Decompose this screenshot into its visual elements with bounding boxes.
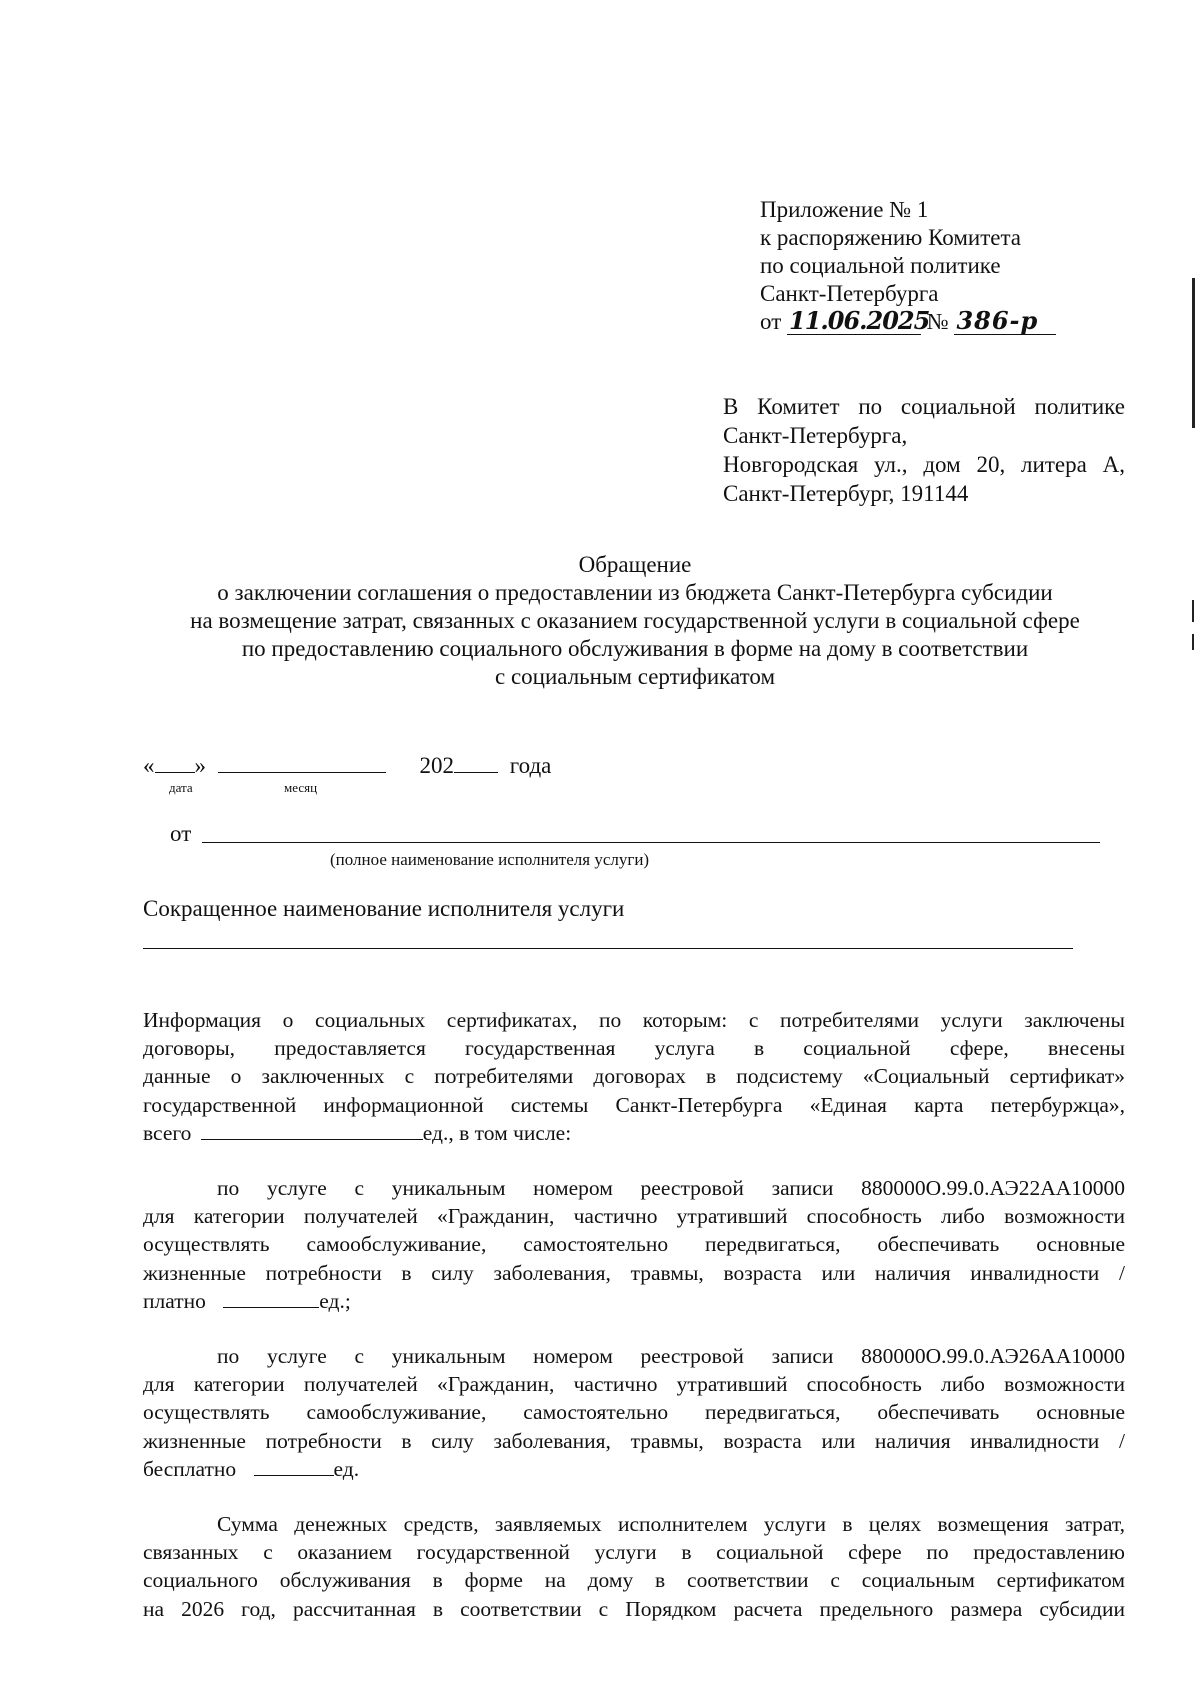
- service-2-free-blank[interactable]: [254, 1457, 334, 1476]
- service-1-paid-label: платно: [143, 1288, 206, 1313]
- service-1-line-1: по услуге с уникальным номером реестровой записи 880000О.99.0.АЭ22АА10000: [217, 1176, 1125, 1200]
- info-paragraph: [143, 1006, 1125, 1147]
- short-name-blank[interactable]: [143, 948, 1073, 949]
- service-2-line-1: по услуге с уникальным номером реестровой записи 880000О.99.0.АЭ26АА10000: [217, 1344, 1125, 1368]
- service-1-paid-blank[interactable]: [223, 1289, 319, 1308]
- title-line-4: с социальным сертификатом: [495, 664, 775, 689]
- appendix-line-1: Приложение № 1: [760, 197, 929, 222]
- address-line-4: Санкт-Петербург, 191144: [723, 481, 969, 506]
- appendix-number-label: №: [926, 309, 949, 334]
- appendix-line-4: Санкт-Петербурга: [760, 281, 939, 306]
- address-line-3: Новгородская ул., дом 20, литера А,: [723, 452, 1125, 477]
- service-2-line-5: [143, 1455, 1125, 1483]
- service-1-paid-suffix: ед.;: [319, 1288, 351, 1313]
- day-caption: дата: [169, 780, 193, 795]
- info-line-4: государственной информационной системы Санкт-Петербурга «Единая карта петербуржца»,: [143, 1092, 1125, 1117]
- address-line-1: В Комитет по социальной политике: [723, 394, 1125, 419]
- appendix-date-number-line: [760, 308, 1120, 336]
- scan-margin-mark: [1192, 634, 1194, 650]
- title-heading: Обращение: [578, 552, 692, 577]
- info-total-suffix: ед., в том числе:: [422, 1120, 572, 1145]
- service-2-free-suffix: ед.: [333, 1456, 360, 1481]
- addressee-block: [723, 392, 1125, 508]
- service-1-line-2: для категории получателей «Гражданин, частично утративший способность либо возможности: [143, 1204, 1125, 1229]
- year-suffix: года: [509, 753, 552, 778]
- info-line-5: [143, 1119, 1125, 1147]
- service-1-line-3: осуществлять самообслуживание, самостоятельно передвигаться, обеспечивать основные: [143, 1232, 1125, 1257]
- appendix-line-2: к распоряжению Комитета: [760, 225, 1021, 250]
- short-name-label: Сокращенное наименование исполнителя услуги: [143, 896, 625, 921]
- handwritten-date: 11.06.2025: [789, 306, 930, 335]
- day-blank[interactable]: [155, 752, 195, 773]
- sum-line-4: на 2026 год, рассчитанная в соответствии с Порядком расчета предельного размера субсидии: [143, 1596, 1125, 1621]
- service-1-line-4: жизненные потребности в силу заболевания, травмы, возраста или наличия инвалидности /: [143, 1260, 1125, 1285]
- title-line-2: на возмещение затрат, связанных с оказанием государственной услуги в социальной сфере: [190, 608, 1080, 633]
- handwritten-number: 386-р: [954, 309, 1056, 335]
- service-2-line-3: осуществлять самообслуживание, самостоятельно передвигаться, обеспечивать основные: [143, 1400, 1125, 1425]
- service-2-line-4: жизненные потребности в силу заболевания, травмы, возраста или наличия инвалидности /: [143, 1428, 1125, 1453]
- year-prefix: 202: [419, 753, 454, 778]
- info-total-label: всего: [143, 1120, 192, 1145]
- title-line-3: по предоставлению социального обслуживания в форме на дому в соответствии: [241, 636, 1029, 661]
- info-line-1: Информация о социальных сертификатах, по которым: с потребителями услуги заключены: [143, 1008, 1125, 1032]
- date-open-quote: «: [143, 753, 155, 778]
- service-2-line-2: для категории получателей «Гражданин, частично утративший способность либо возможности: [143, 1372, 1125, 1397]
- sum-line-2: связанных с оказанием государственной услуги в социальной сфере по предоставлению: [143, 1540, 1125, 1565]
- appendix-from-label: от: [760, 309, 782, 334]
- address-line-2: Санкт-Петербурга,: [723, 423, 908, 448]
- date-close-quote: »: [194, 753, 206, 778]
- month-caption: месяц: [284, 780, 318, 795]
- service-2-free-label: бесплатно: [143, 1456, 237, 1481]
- document-title: [140, 551, 1130, 691]
- full-name-caption: (полное наименование исполнителя услуги): [330, 850, 650, 869]
- full-name-blank[interactable]: [202, 842, 1100, 843]
- appendix-header: [760, 196, 1120, 336]
- sum-line-1: Сумма денежных средств, заявляемых исполнителем услуги в целях возмещения затрат,: [217, 1512, 1125, 1536]
- service-1-paragraph: [143, 1174, 1125, 1315]
- info-line-3: данные о заключенных с потребителями договорах в подсистему «Социальный сертификат»: [143, 1064, 1125, 1089]
- month-blank[interactable]: [218, 752, 386, 773]
- service-1-line-5: [143, 1287, 1125, 1315]
- date-row: [143, 752, 703, 802]
- info-line-2: договоры, предоставляется государственная услуга в социальной сфере, внесены: [143, 1036, 1125, 1061]
- service-2-paragraph: [143, 1342, 1125, 1483]
- sum-line-3: социального обслуживания в форме на дому в соответствии с социальным сертификатом: [143, 1568, 1125, 1593]
- from-label: от: [170, 821, 192, 846]
- title-line-1: о заключении соглашения о предоставлении из бюджета Санкт-Петербурга субсидии: [217, 580, 1053, 605]
- appendix-line-3: по социальной политике: [760, 253, 1001, 278]
- scan-margin-mark: [1192, 600, 1194, 622]
- scan-margin-mark: [1192, 278, 1195, 428]
- sum-paragraph: [143, 1510, 1125, 1623]
- info-total-blank[interactable]: [201, 1121, 423, 1140]
- year-blank[interactable]: [454, 752, 498, 773]
